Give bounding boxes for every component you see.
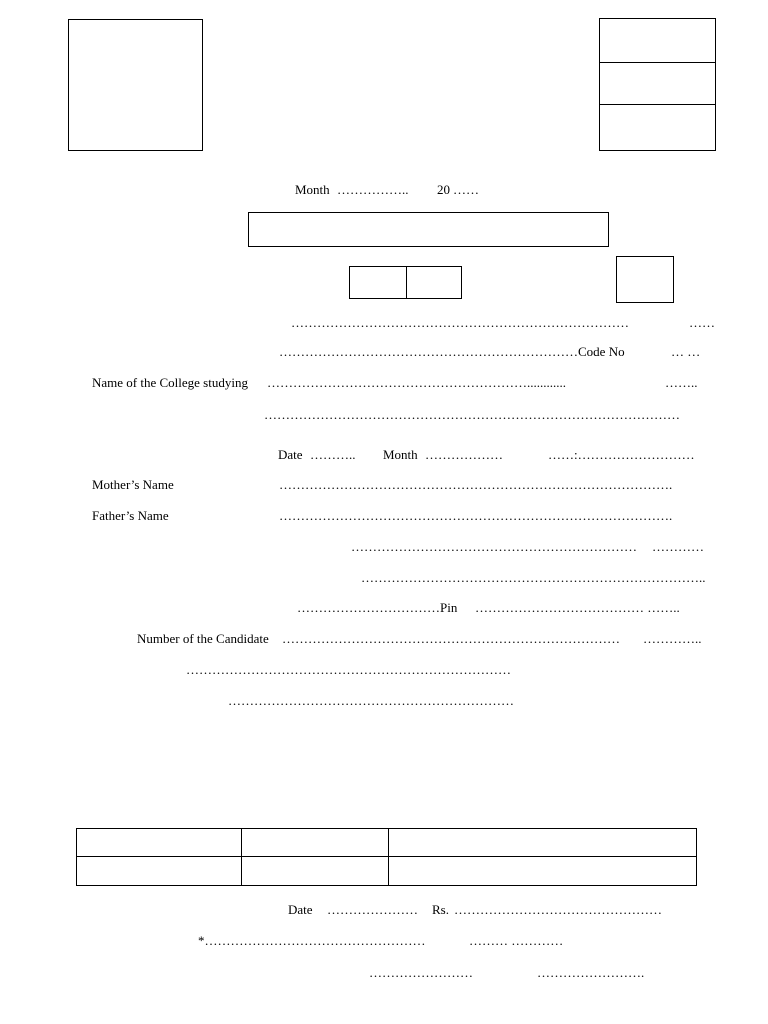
exam-month-label: Month bbox=[295, 182, 330, 197]
extra-line-1-dots[interactable]: ………………………………………………………………… bbox=[186, 662, 511, 677]
fee-table-row-divider bbox=[76, 856, 697, 857]
father-name-dots[interactable]: ………………………………………………………………………………. bbox=[279, 508, 673, 523]
exam-month-dots[interactable]: …………….. bbox=[337, 182, 409, 197]
exam-year-dots[interactable]: …… bbox=[453, 182, 479, 197]
dob-date-label: Date bbox=[278, 447, 303, 462]
signature-line-1[interactable]: …………………… bbox=[369, 965, 473, 980]
code-no-tail[interactable]: … … bbox=[671, 344, 701, 359]
photo-box bbox=[68, 19, 203, 151]
mother-name-dots[interactable]: ………………………………………………………………………………. bbox=[279, 477, 673, 492]
field-row-1-dots[interactable]: …………………………………………………………………… bbox=[291, 315, 629, 330]
college-label: Name of the College studying bbox=[92, 375, 248, 390]
dob-month-label: Month bbox=[383, 447, 418, 462]
exam-year-prefix: 20 bbox=[437, 182, 450, 197]
code-box-left[interactable] bbox=[349, 266, 407, 299]
footer-date-dots[interactable]: ………………… bbox=[327, 902, 418, 917]
address-line-2-dots[interactable]: …………………………………………………………………….. bbox=[361, 570, 706, 585]
candidate-number-label: Number of the Candidate bbox=[137, 631, 269, 646]
office-use-divider-2 bbox=[599, 104, 716, 105]
field-row-1-tail[interactable]: …… bbox=[689, 315, 715, 330]
pin-before-dots[interactable]: ……………………………Pin bbox=[297, 600, 458, 615]
father-name-label: Father’s Name bbox=[92, 508, 169, 523]
footer-rs-label: Rs. bbox=[432, 902, 449, 917]
address-line-1-dots[interactable]: ………………………………………………………… bbox=[351, 539, 637, 554]
fee-table-col-divider-2 bbox=[388, 828, 389, 886]
college-tail[interactable]: …….. bbox=[665, 375, 698, 390]
dob-date-dots[interactable]: ……….. bbox=[310, 447, 356, 462]
dob-year-dots[interactable]: ……:……………………… bbox=[548, 447, 695, 462]
candidate-number-dots[interactable]: …………………………………………………………………… bbox=[282, 631, 620, 646]
fee-table-col-divider-1 bbox=[241, 828, 242, 886]
signature-line-2[interactable]: ……………………. bbox=[537, 965, 645, 980]
footer-date-label: Date bbox=[288, 902, 313, 917]
pin-after-dots[interactable]: ………………………………… …….. bbox=[475, 600, 680, 615]
field-row-4-dots[interactable]: …………………………………………………………………………………… bbox=[264, 407, 680, 422]
footer-star-tail[interactable]: ……… ………… bbox=[469, 933, 564, 948]
mother-name-label: Mother’s Name bbox=[92, 477, 174, 492]
code-box-right[interactable] bbox=[406, 266, 462, 299]
college-dots[interactable]: ……………………………………………………............ bbox=[267, 375, 566, 390]
title-entry-box[interactable] bbox=[248, 212, 609, 247]
footer-star-line[interactable]: *…………………………………………… bbox=[198, 933, 426, 948]
office-use-divider-1 bbox=[599, 62, 716, 63]
address-line-1-tail[interactable]: ………… bbox=[652, 539, 704, 554]
candidate-number-tail[interactable]: ………….. bbox=[643, 631, 702, 646]
fee-table bbox=[76, 828, 697, 886]
extra-line-2-dots[interactable]: ………………………………………………………… bbox=[228, 693, 514, 708]
code-no-row-dots[interactable]: ……………………………………………………………Code No bbox=[279, 344, 625, 359]
office-use-box bbox=[599, 18, 716, 151]
footer-rs-dots[interactable]: ………………………………………… bbox=[454, 902, 662, 917]
check-box[interactable] bbox=[616, 256, 674, 303]
dob-month-dots[interactable]: ……………… bbox=[425, 447, 503, 462]
